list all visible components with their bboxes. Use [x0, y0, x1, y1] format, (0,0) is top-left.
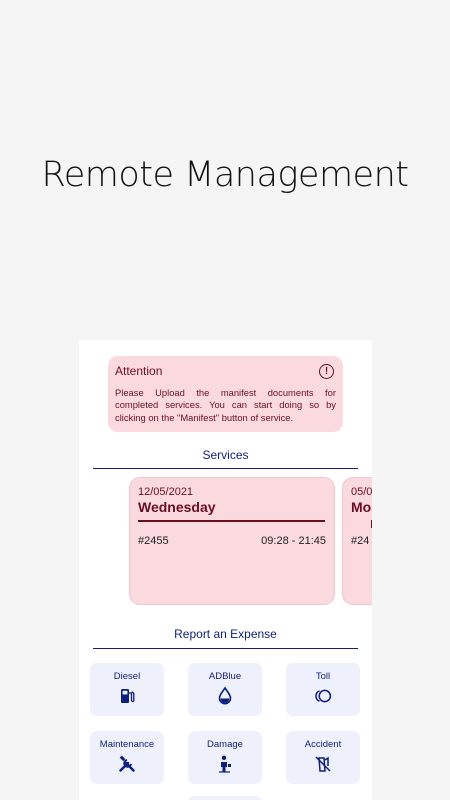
- tools-icon: [117, 754, 137, 774]
- service-card[interactable]: [129, 477, 335, 605]
- attention-title: Attention: [115, 364, 163, 378]
- expense-accident-button[interactable]: [286, 731, 360, 784]
- services-divider: [93, 468, 358, 469]
- service-id: #2455: [138, 535, 169, 547]
- page-headline: Remote Management: [41, 155, 409, 195]
- services-section-title: Services: [202, 448, 249, 462]
- accident-icon: [313, 754, 333, 774]
- expense-maintenance-button[interactable]: [90, 731, 164, 784]
- service-card-divider: [371, 520, 372, 528]
- service-day: Wednesday: [138, 499, 216, 515]
- expense-damage-button[interactable]: [188, 731, 262, 784]
- fuel-pump-icon: [117, 686, 137, 706]
- person-injury-icon: [215, 754, 235, 774]
- expense-diesel-button[interactable]: [90, 663, 164, 716]
- alert-circle-icon: !: [319, 364, 334, 379]
- toll-coins-icon: [313, 686, 333, 706]
- attention-message: Please Upload the manifest documents for completed services. You can start doing so by clicking on the "Manifest" button of service.: [115, 387, 336, 423]
- expense-more-button[interactable]: [188, 796, 262, 800]
- service-day: Mo: [351, 499, 372, 515]
- attention-banner: [108, 356, 343, 432]
- service-id: #24: [351, 535, 370, 547]
- services-carousel[interactable]: [129, 477, 372, 605]
- expense-label: Accident: [304, 739, 342, 750]
- expense-label: Maintenance: [99, 739, 155, 750]
- drop-icon: [215, 686, 235, 706]
- expense-divider: [93, 648, 358, 649]
- expense-label: Diesel: [113, 671, 141, 682]
- service-card-divider: [138, 520, 325, 522]
- app-screen: [79, 340, 372, 800]
- expense-label: Toll: [315, 671, 331, 682]
- expense-toll-button[interactable]: [286, 663, 360, 716]
- expense-label: Damage: [207, 739, 243, 750]
- service-date: 05/0: [351, 486, 372, 498]
- expense-section-title: Report an Expense: [174, 627, 277, 641]
- service-time: 09:28 - 21:45: [261, 535, 326, 547]
- expense-label: ADBlue: [208, 671, 242, 682]
- service-date: 12/05/2021: [138, 486, 194, 498]
- service-card[interactable]: [342, 477, 372, 605]
- expense-adblue-button[interactable]: [188, 663, 262, 716]
